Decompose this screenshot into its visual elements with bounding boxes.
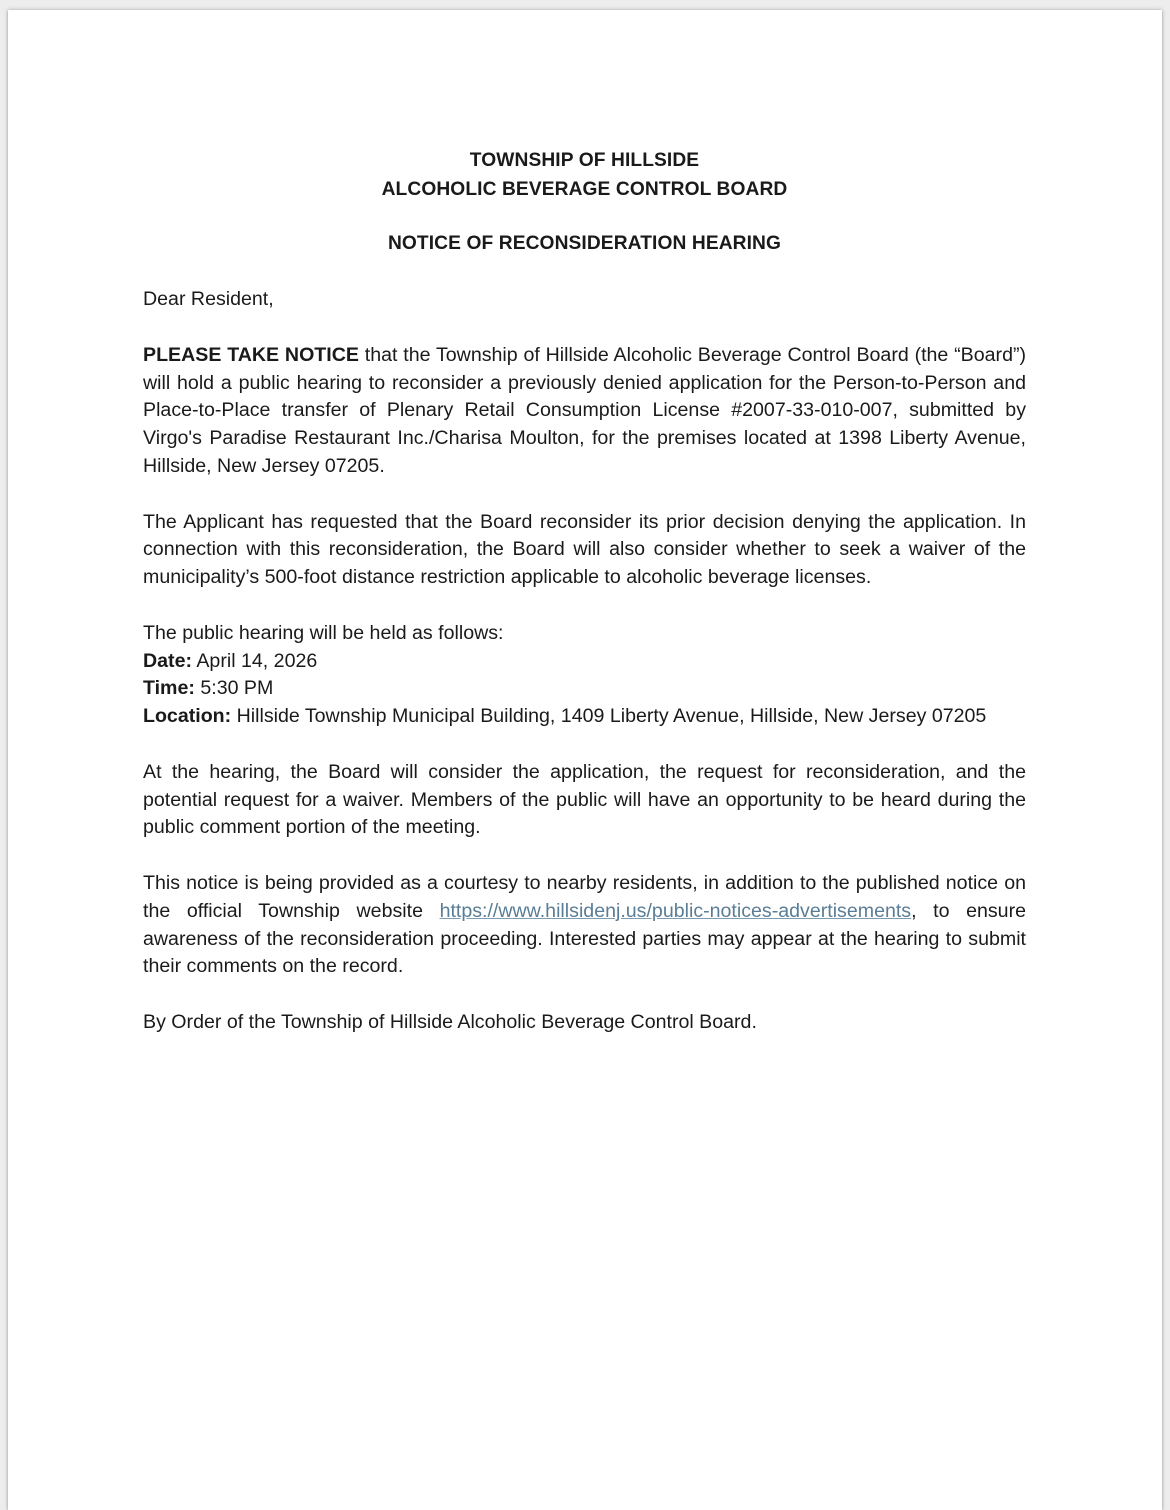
location-value: Hillside Township Municipal Building, 1409 Liberty Avenue, Hillside, New Jersey 07205 [231, 705, 987, 728]
document-content [143, 147, 1026, 1037]
location-label: Location: [143, 705, 232, 728]
notice-paragraph-4-after-link: , to ensure awareness of the reconsideration proceeding. Interested parties may appear at the hearing to submit their comments on the record. [143, 899, 1026, 978]
hearing-location [143, 703, 1026, 731]
notice-paragraph-1 [143, 342, 1026, 481]
date-value: April 14, 2026 [192, 649, 318, 672]
letterhead [143, 147, 1026, 259]
closing-signature: By Order of the Township of Hillside Alcoholic Beverage Control Board. [143, 1011, 757, 1034]
document-page [8, 10, 1162, 1510]
hearing-details [143, 620, 1026, 731]
time-label: Time: [143, 677, 195, 700]
hearing-date [143, 648, 1026, 676]
notice-title: NOTICE OF RECONSIDERATION HEARING [387, 233, 782, 254]
time-value: 5:30 PM [194, 677, 274, 700]
notice-paragraph-3: At the hearing, the Board will consider the application, the request for reconsideration, and the potential request for a waiver. Members of the public will have an opportunity to be heard during the public comment portion of the meeting. [143, 760, 1026, 839]
hearing-intro: The public hearing will be held as follows: [143, 621, 504, 644]
salutation: Dear Resident, [143, 288, 274, 311]
date-label: Date: [143, 649, 192, 672]
please-take-notice-lead: PLEASE TAKE NOTICE [143, 343, 359, 366]
notice-paragraph-1-text: that the Township of Hillside Alcoholic Beverage Control Board (the “Board”) will hold a public hearing to reconsider a previously denied application for the Person-to-Person and Place-to-Place transfer of Plenary Retail Consumption License #2007-33-010-007, submitted by Virgo's Paradise Restaurant Inc./Charisa Moulton, for the premises located at 1398 Liberty Avenue, Hillside, New Jersey 07205. [143, 343, 1027, 478]
notice-paragraph-2: The Applicant has requested that the Board reconsider its prior decision denying the application. In connection with this reconsideration, the Board will also consider whether to seek a waiver of the municipality’s 500-foot distance restriction applicable to alcoholic beverage licenses. [143, 510, 1026, 589]
notice-paragraph-4-before-link: This notice is being provided as a courtesy to nearby residents, in addition to the published notice on the official Township website [143, 872, 1026, 922]
township-website-link[interactable]: https://www.hillsidenj.us/public-notices-advertisements [439, 899, 912, 922]
hearing-time [143, 675, 1026, 703]
board-name: ALCOHOLIC BEVERAGE CONTROL BOARD [381, 178, 788, 200]
notice-paragraph-4 [143, 870, 1026, 981]
township-name: TOWNSHIP OF HILLSIDE [469, 150, 700, 171]
